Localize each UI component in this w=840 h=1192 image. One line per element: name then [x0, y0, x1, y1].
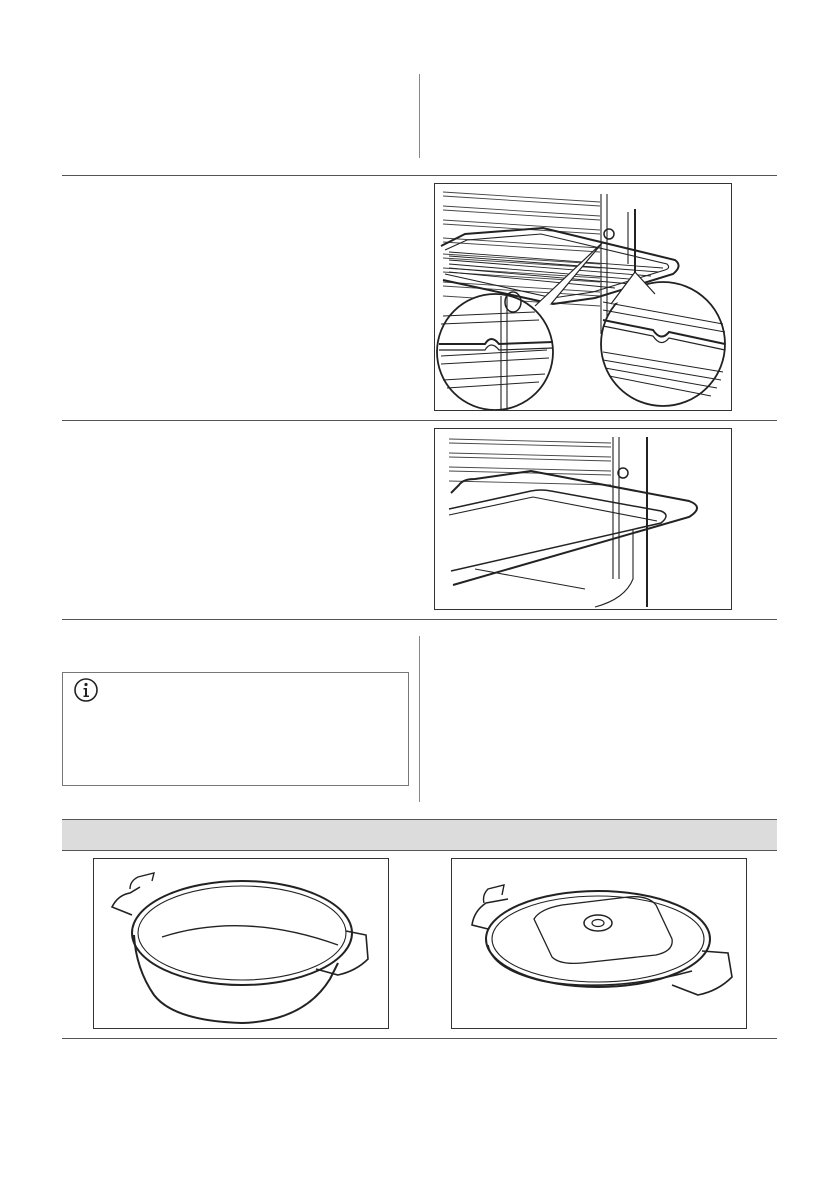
divider-1 [62, 175, 777, 176]
column-divider-note [419, 636, 420, 802]
divider-2 [62, 420, 777, 421]
info-icon [73, 677, 99, 703]
divider-3 [62, 619, 777, 620]
roasting-dish-lid-figure [451, 858, 747, 1029]
note-box [62, 672, 409, 786]
roasting-dish-lid-illustration [452, 859, 746, 1028]
wire-shelf-figure [434, 183, 732, 411]
oven-wire-shelf-insertion-illustration [435, 184, 731, 410]
column-divider-top [419, 74, 420, 158]
roasting-dish-illustration [94, 859, 388, 1028]
accessories-header-band [62, 819, 777, 851]
oven-baking-tray-insertion-illustration [435, 429, 731, 609]
divider-bottom [62, 1038, 777, 1039]
baking-tray-figure [434, 428, 732, 610]
roasting-dish-figure [93, 858, 389, 1029]
